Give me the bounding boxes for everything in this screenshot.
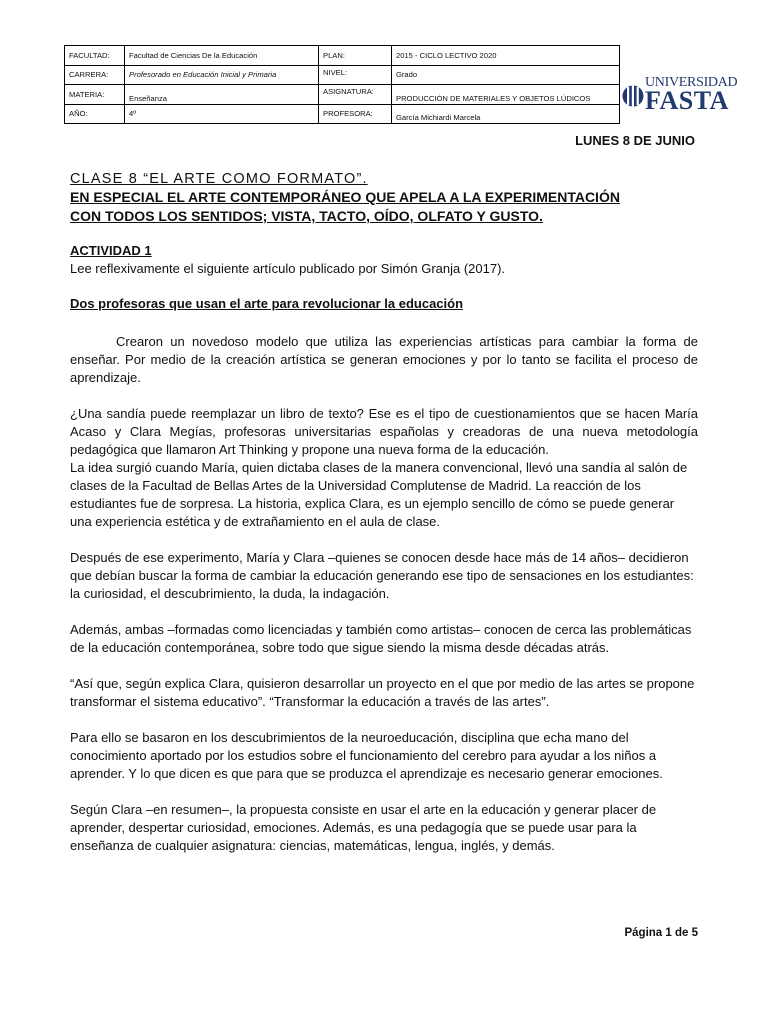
activity-heading: ACTIVIDAD 1 [70,243,152,258]
subject-value: Enseñanza [125,85,319,105]
page-number: Página 1 de 5 [624,927,698,939]
plan-label: PLAN: [319,46,392,66]
page-subtitle-line-2: CON TODOS LOS SENTIDOS; VISTA, TACTO, OÍDO, OLFATO Y GUSTO. [70,208,543,224]
article-paragraph: “Así que, según explica Clara, quisieron desarrollar un proyecto en el que por medio de las artes se propone transformar el sistema educativo”. “Transformar la educación a través de las artes”. [70,676,695,709]
page-title: CLASE 8 “EL ARTE COMO FORMATO”. [70,171,368,187]
table-row [65,46,620,66]
career-value: Profesorado en Educación Inicial y Primaria [125,65,319,85]
year-value: 4º [125,104,319,124]
article-paragraph: La idea surgió cuando María, quien dictaba clases de la manera convencional, llevó una sandía al salón de clases de la Facultad de Bellas Artes de la Universidad Complutense de Madrid. La reacción de los estudiantes fue de sorpresa. La historia, explica Clara, es un ejemplo sencillo de cómo se puede generar una experiencia estética y de extrañamiento en el aula de clase. [70,460,688,529]
activity-instructions: Lee reflexivamente el siguiente artículo publicado por Simón Granja (2017). [70,261,506,276]
university-logo [622,76,744,114]
subject-label: MATERIA: [65,85,125,105]
teacher-value: García Michiardi Marcela [392,104,620,124]
course-label: ASIGNATURA: [319,85,392,105]
level-label: NIVEL: [319,65,392,85]
class-date: LUNES 8 DE JUNIO [575,133,695,148]
article-paragraph: Además, ambas –formadas como licenciadas y también como artistas– conocen de cerca las problemáticas de la educación contemporánea, sobre todo que sigue siendo la misma desde décadas atrás. [70,622,692,655]
article-paragraph: Crearon un novedoso modelo que utiliza las experiencias artísticas para cambiar la forma de enseñar. Por medio de la creación artística se generan emociones y por lo tanto se facilita el proceso de aprendizaje. [70,334,698,385]
faculty-value: Facultad de Ciencias De la Educación [125,46,319,66]
year-label: AÑO: [65,104,125,124]
plan-value: 2015 - CICLO LECTIVO 2020 [392,46,620,66]
article-paragraph: Después de ese experimento, María y Clara –quienes se conocen desde hace más de 14 años– decidieron que debían buscar la forma de cambiar la educación generando ese tipo de sensaciones en los estudiantes: la curiosidad, el descubrimiento, la duda, la indagación. [70,550,694,601]
teacher-label: PROFESORA: [319,104,392,124]
course-value: PRODUCCIÓN DE MATERIALES Y OBJETOS LÚDICOS [392,85,620,105]
level-value: Grado [392,65,620,85]
article-title: Dos profesoras que usan el arte para revolucionar la educación [70,296,464,311]
table-row [65,65,620,85]
table-row [65,104,620,124]
logo-line-2: FASTA [645,86,729,115]
faculty-label: FACULTAD: [65,46,125,66]
article-paragraph: Según Clara –en resumen–, la propuesta consiste en usar el arte en la educación y generar placer de aprender, despertar curiosidad, emociones. Además, es una pedagogía que se puede usar para la enseñanza de cualquier asignatura: ciencias, matemáticas, lengua, inglés, y demás. [70,802,657,853]
document-body [70,170,698,855]
page-subtitle-line-1: EN ESPECIAL EL ARTE CONTEMPORÁNEO QUE APELA A LA EXPERIMENTACIÓN [70,189,620,205]
university-emblem-icon [622,78,644,114]
course-info-table [64,45,620,124]
table-row [65,85,620,105]
career-label: CARRERA: [65,65,125,85]
article-paragraph: ¿Una sandía puede reemplazar un libro de texto? Ese es el tipo de cuestionamientos que se hacen María Acaso y Clara Megías, profesoras universitarias españolas y creadoras de una nueva metodología pedagógica que llamaron Art Thinking y propone una nueva forma de la educación. [70,406,698,457]
article-paragraph: Para ello se basaron en los descubrimientos de la neuroeducación, disciplina que echa mano del conocimiento aportado por los estudios sobre el funcionamiento del cerebro para ayudar a los niños a aprender. Y lo que dicen es que para que se produzca el aprendizaje es necesario generar emociones. [70,730,663,781]
logo-line-1: UNIVERSIDAD [645,75,738,90]
